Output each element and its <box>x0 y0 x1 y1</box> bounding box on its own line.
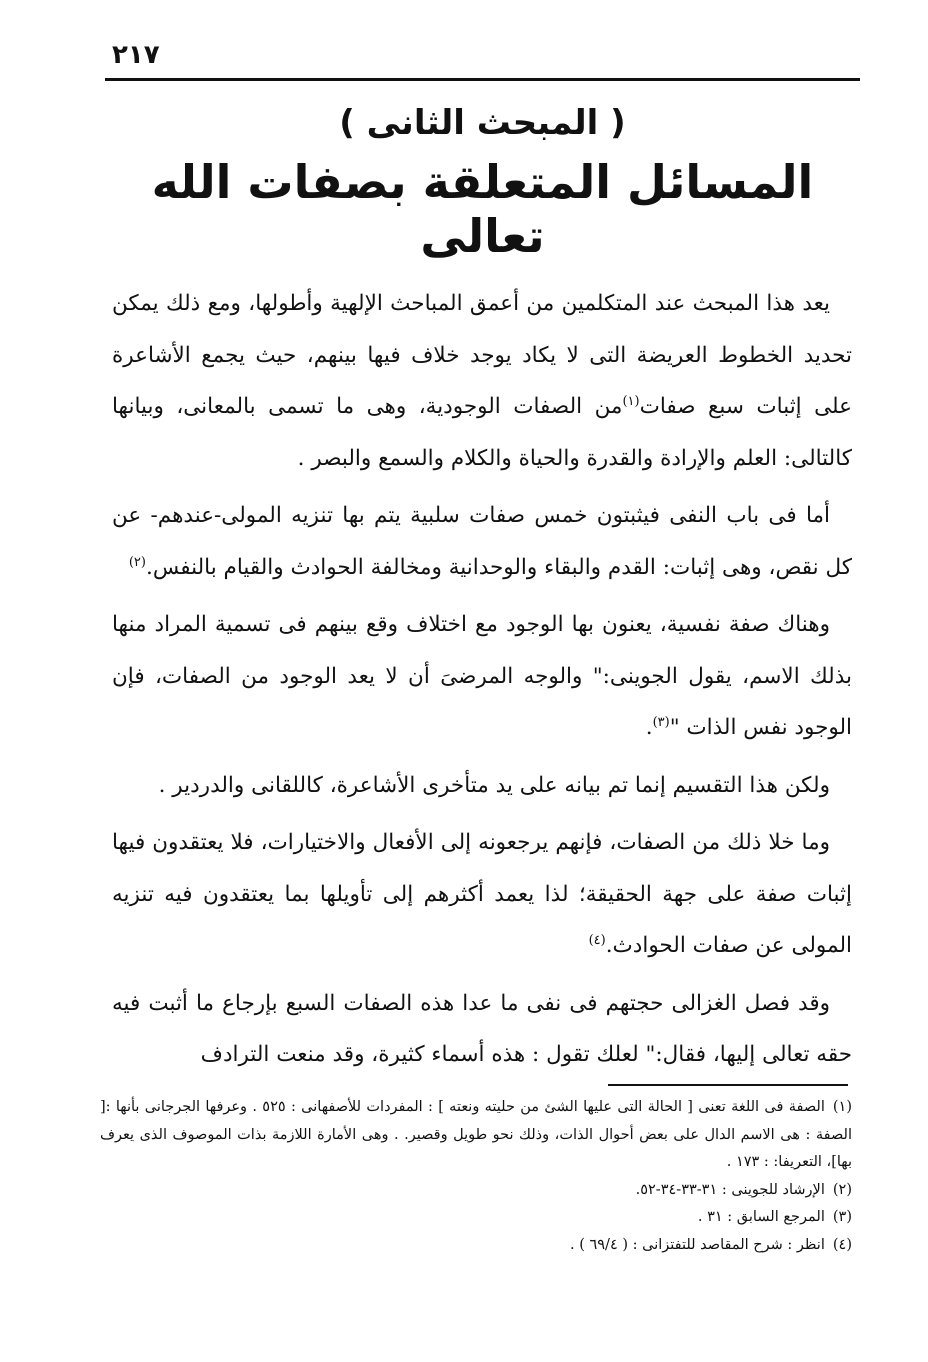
header-rule <box>105 78 860 81</box>
footnote-reference: (١) <box>622 393 640 409</box>
paragraph-text: ولكن هذا التقسيم إنما تم بيانه على يد متأخرى الأشاعرة، كاللقانى والدردير . <box>158 772 830 798</box>
footnote-reference: (٢) <box>128 554 146 570</box>
footnote-item <box>100 1232 852 1260</box>
section-label: ( المبحث الثانى ) <box>339 103 626 143</box>
footnote-item <box>100 1204 852 1232</box>
paragraph <box>112 490 852 593</box>
footnote-number: (٣) <box>832 1209 852 1225</box>
footnote-text: المرجع السابق : ٣١ . <box>697 1209 825 1225</box>
footnote-item <box>100 1094 852 1177</box>
footnote-number: (٢) <box>832 1181 852 1198</box>
paragraph <box>112 278 852 484</box>
paragraph-text: أما فى باب النفى فيثبتون خمس صفات سلبية يتم بها تنزيه المولى-عندهم- عن كل نقص، وهى إثبات: القدم والبقاء والوحدانية ومخالفة الحوادث والقيام بالنفس. <box>112 503 852 580</box>
footnote-item <box>100 1177 852 1205</box>
paragraph <box>112 817 852 972</box>
footnote-number: (٤) <box>832 1236 852 1253</box>
section-title: المسائل المتعلقة بصفات الله تعالى <box>151 155 814 263</box>
footnote-number: (١) <box>832 1099 852 1115</box>
footnote-reference: (٣) <box>652 714 670 730</box>
footnote-text: الصفة فى اللغة تعنى [ الحالة التى عليها الشئ من حليته ونعته ] : المفردات للأصفهانى : ٥٢٥ . وعرفها الجرجانى بأنها :[ الصفة : هى الاسم الدال على بعض أحوال الذات، وذلك نحو طويل وقصير. . وهى الأمارة اللازمة بذات الموصوف الذى يعرف بها]، التعريفا: : ١٧٣ . <box>100 1099 852 1170</box>
footnote-rule <box>608 1084 848 1086</box>
footnote-text: انظر : شرح المقاصد للتفتزانى : ( ٦٩/٤ ) . <box>570 1236 825 1253</box>
paragraph-text: وقد فصل الغزالى حجتهم فى نفى ما عدا هذه الصفات السبع بإرجاع ما أثبت فيه حقه تعالى إليها، فقال:" لعلك تقول : هذه أسماء كثيرة، وقد منعت الترادف <box>112 990 852 1067</box>
paragraph-text: وما خلا ذلك من الصفات، فإنهم يرجعونه إلى الأفعال والاختيارات، فلا يعتقدون فيها إثبات صفة على جهة الحقيقة؛ لذا يعمد أكثرهم إلى تأويلها بما يعتقدون فيه تنزيه المولى عن صفات الحوادث. <box>112 830 852 958</box>
paragraph-text: . <box>645 715 653 740</box>
paragraph <box>112 978 852 1081</box>
page-number: ٢١٧ <box>112 40 160 70</box>
footnote-reference: (٤) <box>588 932 606 948</box>
footnotes <box>100 1094 852 1259</box>
paragraph <box>112 760 852 812</box>
paragraph <box>112 599 852 754</box>
paragraph-text: من الصفات الوجودية، وهى ما تسمى بالمعانى، وبيانها كالتالى: العلم والإرادة والقدرة والحياة والكلام والسمع والبصر . <box>112 394 852 471</box>
body-text <box>112 278 852 1087</box>
paragraph-text: وهناك صفة نفسية، يعنون بها الوجود مع اختلاف وقع بينهم فى تسمية المراد منها بذلك الاسم، يقول الجوينى:" والوجه المرضىَ أن لا يعد الوجود من الصفات، فإن الوجود نفس الذات " <box>112 612 852 740</box>
footnote-text: الإرشاد للجوينى : ٣١-٣٣-٣٤-٥٢. <box>635 1181 825 1198</box>
paragraph-text: يعد هذا المبحث عند المتكلمين من أعمق المباحث الإلهية وأطولها، ومع ذلك يمكن تحديد الخطوط العريضة التى لا يكاد يوجد خلاف فيها بينهم، حيث يجمع الأشاعرة على إثبات سبع صفات <box>112 291 852 419</box>
